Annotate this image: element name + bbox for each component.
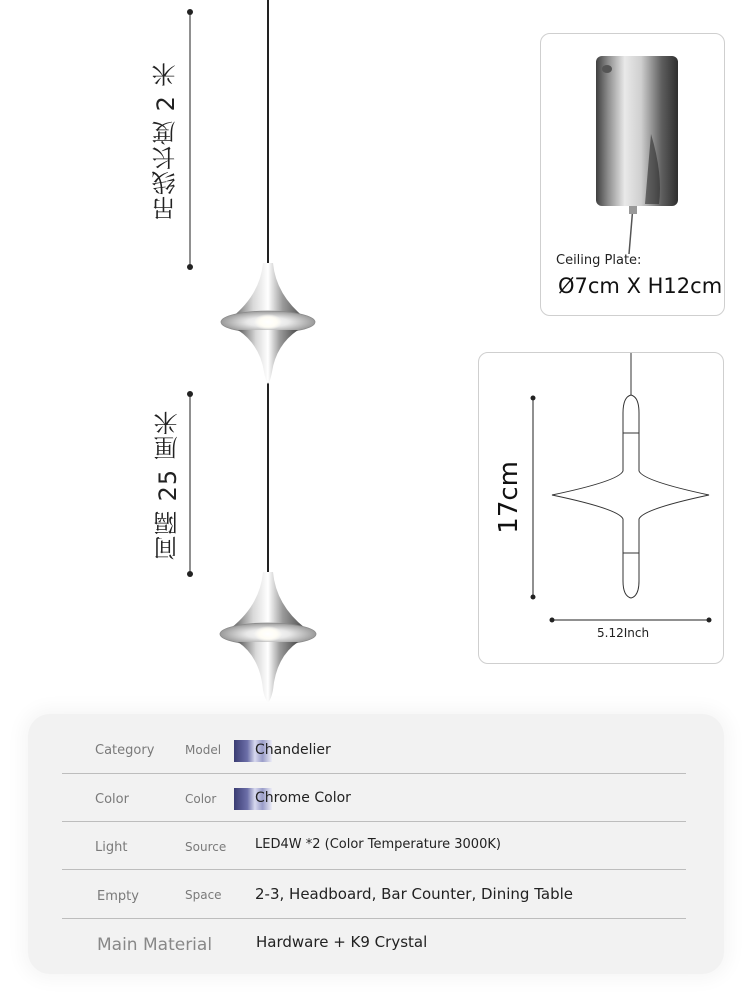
spacing-label: 间隔 25 厘米: [154, 410, 182, 560]
fixture-height-label: 17cm: [494, 461, 524, 534]
fixture-width-label: 5.12Inch: [597, 626, 650, 640]
spec-label: Color: [95, 792, 129, 807]
row-divider: [62, 869, 686, 870]
spec-value: 2-3, Headboard, Bar Counter, Dining Table: [255, 885, 573, 903]
spec-row-category: [62, 726, 686, 774]
ceiling-plate-size: Ø7cm X H12cm: [558, 274, 723, 298]
spec-sublabel: Color: [185, 792, 217, 806]
spec-label: Category: [95, 743, 155, 758]
spec-value: Hardware + K9 Crystal: [256, 933, 428, 951]
spec-row-light-source: [62, 822, 686, 870]
fixture-dimensions-card: [478, 352, 724, 664]
ceiling-plate-card: [540, 33, 725, 316]
spec-value: LED4W *2 (Color Temperature 3000K): [255, 837, 501, 852]
spec-label: Light: [95, 840, 128, 855]
ceiling-plate-label: Ceiling Plate:: [556, 253, 642, 268]
spacing-marker: [187, 391, 193, 577]
pendant-light-lower: [220, 572, 316, 702]
spec-sublabel: Model: [185, 743, 222, 757]
pendant-light-upper: [221, 263, 315, 384]
spec-table: [28, 714, 724, 974]
spec-label: Empty: [97, 889, 139, 904]
spec-value: Chandelier: [255, 742, 331, 758]
cable-length-marker: [187, 9, 193, 270]
spec-label: Main Material: [97, 935, 213, 955]
spec-sublabel: Source: [185, 840, 227, 854]
spec-value: Chrome Color: [255, 790, 351, 806]
spec-row-space: [62, 871, 686, 919]
row-divider: [62, 918, 686, 919]
pendant-illustration: [0, 0, 470, 710]
spec-sublabel: Space: [185, 888, 222, 902]
spec-row-color: [62, 774, 686, 822]
cable-length-label: 吊线长度 2 米: [152, 61, 180, 220]
spec-row-material: [62, 920, 686, 968]
ceiling-plate-image: [541, 34, 726, 254]
